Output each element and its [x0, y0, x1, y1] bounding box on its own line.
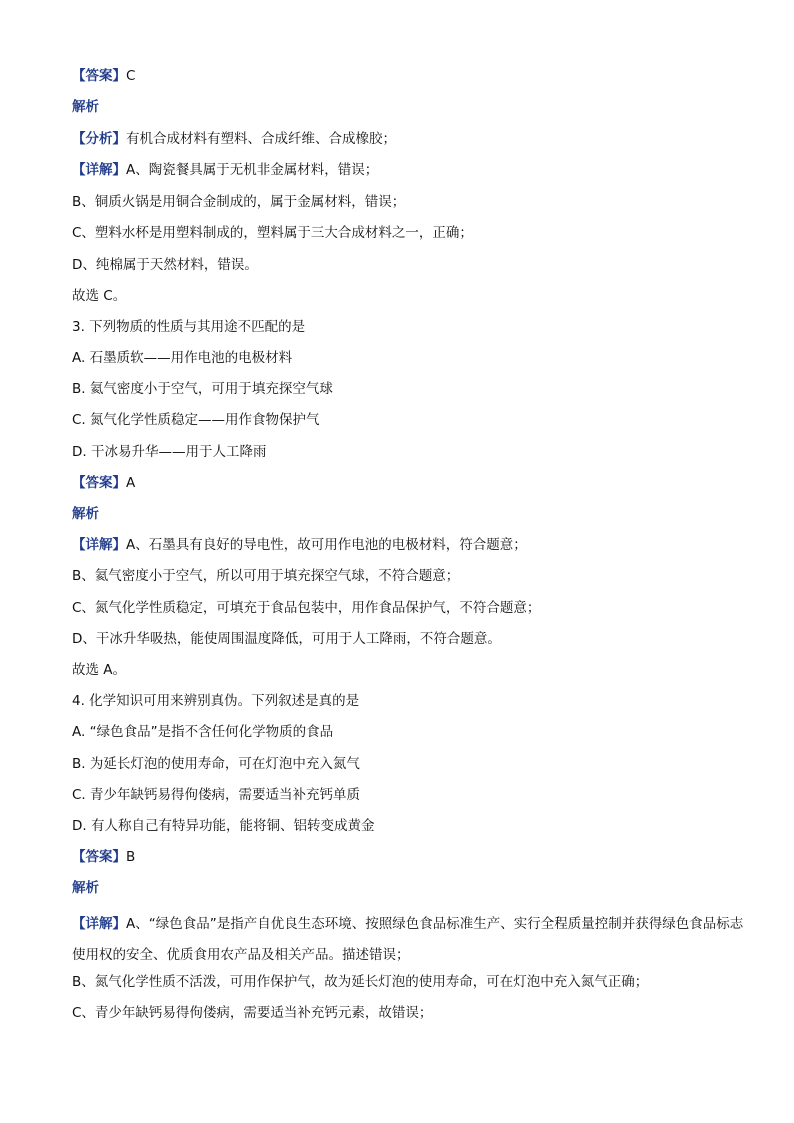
detail-tag: 【详解】: [72, 162, 126, 178]
q2-detail-a: [72, 160, 744, 180]
q3-option-a: A. 石墨质软——用作电池的电极材料: [72, 350, 293, 366]
q3-option-b: B. 氦气密度小于空气，可用于填充探空气球: [72, 381, 333, 397]
detail-tag: 【详解】: [72, 537, 126, 553]
q4-detail-c: C、青少年缺钙易得佝偻病，需要适当补充钙元素，故错误；: [72, 1005, 433, 1021]
q3-option-c: C. 氮气化学性质稳定——用作食物保护气: [72, 412, 320, 428]
answer-tag: 【答案】: [72, 849, 126, 865]
q3-analysis-heading: [72, 504, 744, 524]
answer-value: A: [126, 475, 136, 491]
q3-detail-a: [72, 535, 744, 555]
q4-option-b: B. 为延长灯泡的使用寿命，可在灯泡中充入氮气: [72, 756, 360, 772]
q4-option-c: C. 青少年缺钙易得佝偻病，需要适当补充钙单质: [72, 787, 361, 803]
q4-detail-a: [72, 909, 744, 971]
q3-detail-b: B、氦气密度小于空气，所以可用于填充探空气球，不符合题意；: [72, 568, 460, 584]
answer-value: C: [126, 68, 136, 84]
q3-option-d: D. 干冰易升华——用于人工降雨: [72, 444, 267, 460]
q4-option-d: D. 有人称自己有特异功能，能将铜、铝转变成黄金: [72, 818, 375, 834]
analysis-tag: 解析: [72, 506, 99, 522]
q4-answer: [72, 847, 744, 867]
q2-conclusion: 故选 C。: [72, 288, 127, 304]
q3-detail-d: D、干冰升华吸热，能使周围温度降低，可用于人工降雨，不符合题意。: [72, 631, 501, 647]
q2-detail-b: B、铜质火锅是用铜合金制成的，属于金属材料，错误；: [72, 194, 406, 210]
q2-detail-d: D、纯棉属于天然材料，错误。: [72, 257, 258, 273]
q4-detail-b: B、氮气化学性质不活泼，可用作保护气，故为延长灯泡的使用寿命，可在灯泡中充入氮气正确；: [72, 974, 649, 990]
q3-detail-c: C、氮气化学性质稳定，可填充于食品包装中，用作食品保护气，不符合题意；: [72, 600, 541, 616]
q2-fenxi: [72, 129, 744, 149]
answer-tag: 【答案】: [72, 475, 126, 491]
q2-answer: [72, 66, 744, 86]
fenxi-tag: 【分析】: [72, 131, 126, 147]
detail-text: A、“绿色食品”是指产自优良生态环境、按照绿色食品标准生产、实行全程质量控制并获得绿色食品标志使用权的安全、优质食用农产品及相关产品。描述错误；: [72, 916, 744, 963]
q4-stem: 4. 化学知识可用来辨别真伪。下列叙述是真的是: [72, 693, 360, 709]
answer-tag: 【答案】: [72, 68, 126, 84]
detail-text: A、石墨具有良好的导电性，故可用作电池的电极材料，符合题意；: [126, 537, 527, 553]
analysis-tag: 解析: [72, 880, 99, 896]
q3-stem: 3. 下列物质的性质与其用途不匹配的是: [72, 319, 306, 335]
q3-conclusion: 故选 A。: [72, 662, 127, 678]
analysis-tag: 解析: [72, 99, 99, 115]
q3-answer: [72, 473, 744, 493]
q4-option-a: A. “绿色食品”是指不含任何化学物质的食品: [72, 724, 334, 740]
q2-analysis-heading: [72, 97, 744, 117]
answer-value: B: [126, 849, 136, 865]
fenxi-text: 有机合成材料有塑料、合成纤维、合成橡胶；: [126, 131, 396, 147]
q4-analysis-heading: [72, 878, 744, 898]
detail-tag: 【详解】: [72, 916, 126, 932]
q2-detail-c: C、塑料水杯是用塑料制成的，塑料属于三大合成材料之一，正确；: [72, 225, 473, 241]
detail-text: A、陶瓷餐具属于无机非金属材料，错误；: [126, 162, 379, 178]
